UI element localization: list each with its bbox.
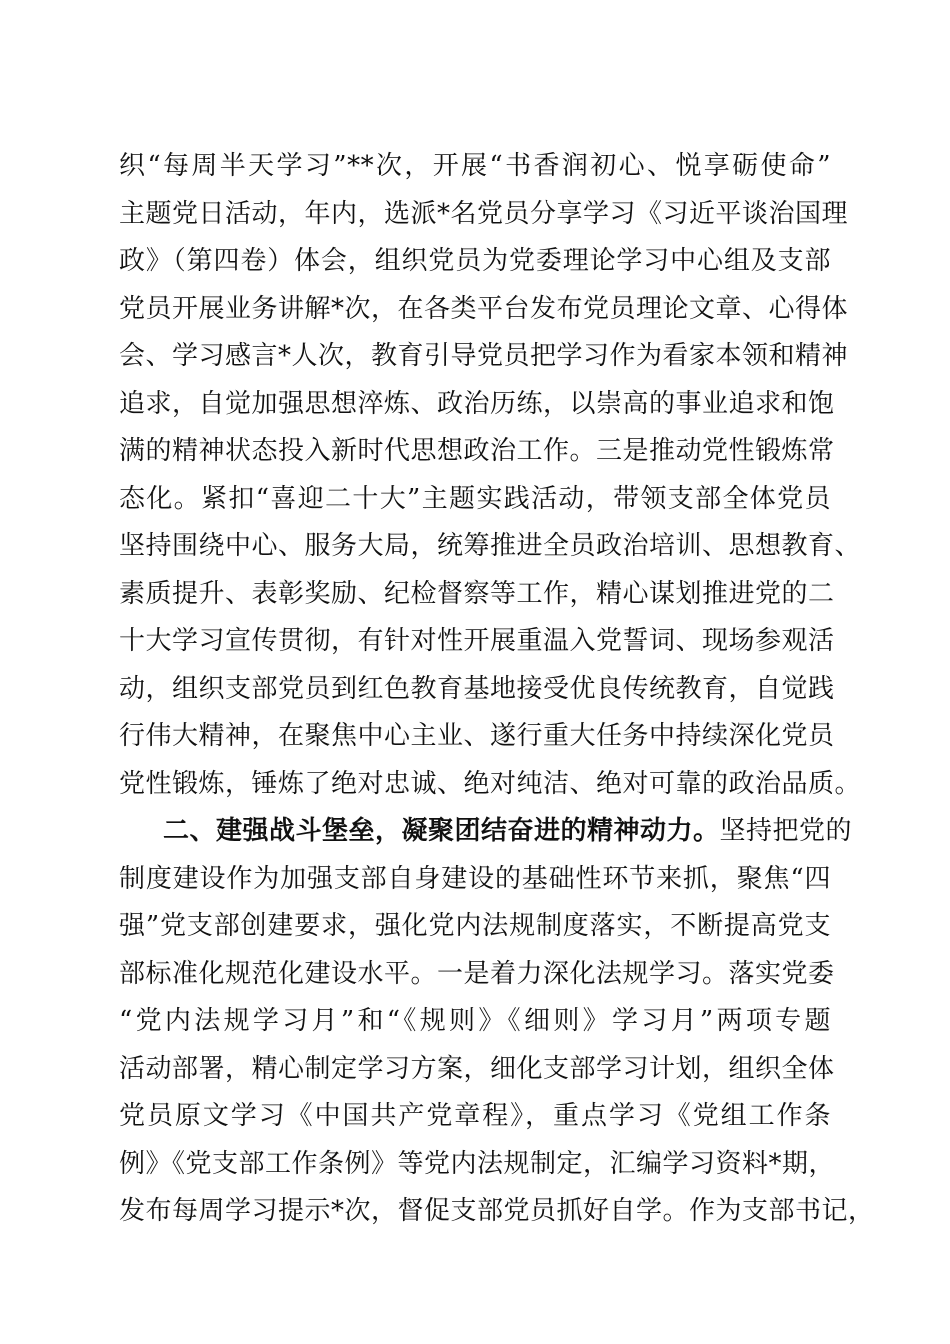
text-line: 发布每周学习提示*次，督促支部党员抓好自学。作为支部书记， bbox=[119, 1196, 875, 1226]
section-heading: 二、建强战斗堡垒，凝聚团结奋进的精神动力。 bbox=[163, 816, 720, 846]
text-line: 党性锻炼，锤炼了绝对忠诚、绝对纯洁、绝对可靠的政治品质。 bbox=[119, 768, 862, 799]
section-heading-line bbox=[119, 808, 853, 856]
text-line: 例》《党支部工作条例》等党内法规制定，汇编学习资料*期， bbox=[119, 1148, 836, 1179]
text-line: 活动部署，精心制定学习方案，细化支部学习计划，组织全体 bbox=[119, 1053, 835, 1084]
body-text bbox=[119, 143, 875, 1236]
text-line: “党内法规学习月”和“《规则》《细则》学习月”两项专题 bbox=[119, 1006, 831, 1036]
text-line: 动，组织支部党员到红色教育基地接受优良传统教育，自觉践 bbox=[119, 673, 835, 704]
text-line: 会、学习感言*人次，教育引导党员把学习作为看家本领和精神 bbox=[119, 341, 849, 371]
text-line: 十大学习宣传贯彻，有针对性开展重温入党誓词、现场参观活 bbox=[119, 626, 835, 656]
text-line: 织“每周半天学习”**次，开展“书香润初心、悦享砺使命” bbox=[119, 151, 831, 181]
text-line: 部标准化规范化建设水平。一是着力深化法规学习。落实党委 bbox=[119, 958, 835, 989]
text-line: 素质提升、表彰奖励、纪检督察等工作，精心谋划推进党的二 bbox=[119, 578, 835, 609]
text-line: 党员开展业务讲解*次，在各类平台发布党员理论文章、心得体 bbox=[119, 293, 849, 324]
text-line: 满的精神状态投入新时代思想政治工作。三是推动党性锻炼常 bbox=[119, 436, 835, 466]
text-line: 制度建设作为加强支部自身建设的基础性环节来抓，聚焦“四 bbox=[119, 863, 831, 894]
text-line: 强”党支部创建要求，强化党内法规制度落实，不断提高党支 bbox=[119, 911, 831, 941]
text-line: 政》（第四卷）体会，组织党员为党委理论学习中心组及支部 bbox=[119, 246, 831, 276]
text-line: 追求，自觉加强思想淬炼、政治历练，以崇高的事业追求和饱 bbox=[119, 388, 835, 419]
text-line: 坚持围绕中心、服务大局，统筹推进全员政治培训、思想教育、 bbox=[119, 531, 862, 561]
text-line: 党员原文学习《中国共产党章程》，重点学习《党组工作条 bbox=[119, 1101, 831, 1131]
text-line: 态化。紧扣“喜迎二十大”主题实践活动，带领支部全体党员 bbox=[119, 483, 831, 514]
section-heading-continuation: 坚持把党的 bbox=[719, 816, 853, 846]
text-line: 主题党日活动，年内，选派*名党员分享学习《习近平谈治国理 bbox=[119, 198, 849, 229]
text-line: 行伟大精神，在聚焦中心主业、遂行重大任务中持续深化党员 bbox=[119, 721, 835, 751]
